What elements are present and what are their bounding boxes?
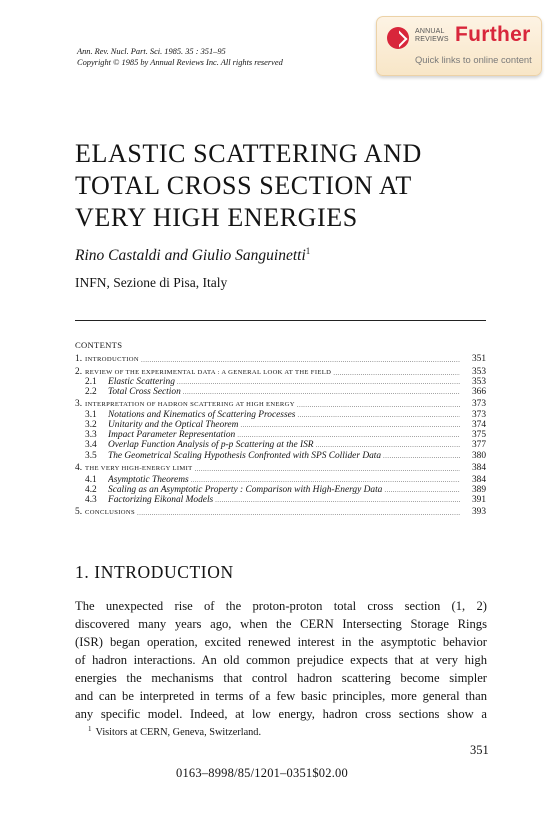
toc-entry-title: Total Cross Section bbox=[108, 387, 181, 397]
toc-entry[interactable] bbox=[75, 387, 486, 398]
toc-entry-number: 3.5 bbox=[85, 451, 97, 461]
toc-entry[interactable] bbox=[75, 507, 486, 518]
toc-entry-title-wrap bbox=[108, 495, 460, 506]
article-authors bbox=[75, 246, 310, 265]
toc-entry-title-wrap bbox=[108, 387, 460, 398]
toc-entry-number: 4. bbox=[75, 463, 83, 473]
toc-entry-page: 391 bbox=[471, 495, 486, 505]
body-text-line: discovered many years ago, when the CERN Intersecting Storage Rings bbox=[75, 617, 487, 631]
toc-entry-number: 3.1 bbox=[85, 410, 97, 420]
toc-entry-number: 4.1 bbox=[85, 475, 97, 485]
body-text bbox=[75, 597, 487, 723]
banner-further-label: Further bbox=[455, 23, 531, 46]
toc-entry-number: 1. bbox=[75, 354, 83, 364]
toc-entry-page: 373 bbox=[471, 399, 486, 409]
body-text-line: (ISR) began operation, excited renewed interest in the asymptotic behavior bbox=[75, 635, 487, 649]
body-text-line: of hadron interactions. An old common prejudice expects that at very high bbox=[75, 653, 487, 667]
copyright-code: 0163–8998/85/1201–0351$02.00 bbox=[176, 766, 348, 780]
toc-entry-number: 4.2 bbox=[85, 485, 97, 495]
toc-entry-title: Elastic Scattering bbox=[108, 377, 175, 387]
toc-entry[interactable] bbox=[75, 399, 486, 410]
toc-entry[interactable] bbox=[75, 354, 486, 365]
toc-entry-title: INTRODUCTION bbox=[85, 356, 140, 363]
toc-entry[interactable] bbox=[75, 440, 486, 451]
toc-entry-page: 374 bbox=[471, 420, 486, 430]
toc-entry-title: The Geometrical Scaling Hypothesis Confronted with SPS Collider Data bbox=[108, 451, 382, 461]
article-title-line: VERY HIGH ENERGIES bbox=[75, 203, 358, 232]
contents-label: CONTENTS bbox=[75, 340, 123, 350]
toc-entry-number: 4.3 bbox=[85, 495, 97, 505]
toc-entry-page: 353 bbox=[471, 377, 486, 387]
toc-entry-title: CONCLUSIONS bbox=[85, 509, 136, 516]
body-text-line: energies the mechanisms that control hadron scattering become simpler bbox=[75, 671, 487, 685]
toc-entry-page: 373 bbox=[471, 410, 486, 420]
banner-brand bbox=[415, 28, 449, 44]
article-title-line: ELASTIC SCATTERING AND bbox=[75, 139, 422, 168]
toc-entry-number: 3. bbox=[75, 399, 83, 409]
author-footnote-mark[interactable]: 1 bbox=[305, 246, 311, 256]
toc-entry-title: THE VERY HIGH-ENERGY LIMIT bbox=[85, 465, 193, 472]
toc-entry-page: 384 bbox=[471, 475, 486, 485]
toc-entry-title: INTERPRETATION OF HADRON SCATTERING AT HIGH ENERGY bbox=[85, 401, 295, 408]
further-logo-icon bbox=[387, 27, 409, 49]
footnote-text: Visitors at CERN, Geneva, Switzerland. bbox=[95, 727, 262, 738]
body-text-line: and can be interpreted in terms of a few basic principles, more general than bbox=[75, 689, 487, 703]
article-title-line: TOTAL CROSS SECTION AT bbox=[75, 171, 412, 200]
author-affiliation: INFN, Sezione di Pisa, Italy bbox=[75, 275, 228, 290]
toc-entry-page: 393 bbox=[471, 507, 486, 517]
body-text-line: any specific model. Indeed, at low energy, hadron cross sections show a bbox=[75, 707, 487, 721]
toc-entry-number: 5. bbox=[75, 507, 83, 517]
toc-entry-number: 2.1 bbox=[85, 377, 97, 387]
divider bbox=[75, 320, 486, 321]
article-title bbox=[75, 138, 495, 234]
toc-entry-page: 389 bbox=[471, 485, 486, 495]
toc-entry-page: 353 bbox=[471, 367, 486, 377]
banner-brand-line1: ANNUAL bbox=[415, 28, 445, 35]
section-heading: 1. INTRODUCTION bbox=[75, 562, 234, 582]
toc-entry-title-wrap bbox=[85, 354, 460, 365]
toc-entry-page: 375 bbox=[471, 430, 486, 440]
toc-entry-title: Scaling as an Asymptotic Property : Comparison with High-Energy Data bbox=[108, 485, 383, 495]
toc-entry-page: 351 bbox=[471, 354, 486, 364]
toc-entry-title: Factorizing Eikonal Models bbox=[108, 495, 214, 505]
toc-entry[interactable] bbox=[75, 463, 486, 474]
toc-entry-title-wrap bbox=[108, 451, 460, 462]
toc-entry-number: 3.2 bbox=[85, 420, 97, 430]
banner-brand-line2: REVIEWS bbox=[415, 36, 449, 43]
toc-entry-number: 2. bbox=[75, 367, 83, 377]
banner-subtitle: Quick links to online content bbox=[415, 54, 532, 65]
journal-citation: Ann. Rev. Nucl. Part. Sci. 1985. 35 : 351–95 bbox=[77, 47, 226, 56]
toc-entry-title: Asymptotic Theorems bbox=[108, 475, 189, 485]
toc-entry-title: Unitarity and the Optical Theorem bbox=[108, 420, 239, 430]
toc-entry-title: REVIEW OF THE EXPERIMENTAL DATA : A GENERAL LOOK AT THE FIELD bbox=[85, 369, 332, 376]
toc-entry-page: 384 bbox=[471, 463, 486, 473]
toc-entry-title-wrap bbox=[85, 507, 460, 518]
toc-entry-title: Impact Parameter Representation bbox=[108, 430, 236, 440]
toc-entry[interactable] bbox=[75, 495, 486, 506]
toc-entry-number: 2.2 bbox=[85, 387, 97, 397]
toc-entry-title-wrap bbox=[85, 399, 460, 410]
page-number: 351 bbox=[470, 743, 489, 757]
toc-entry-number: 3.4 bbox=[85, 440, 97, 450]
footnote-mark: 1 bbox=[88, 725, 92, 733]
toc-entry-title: Notations and Kinematics of Scattering Processes bbox=[108, 410, 296, 420]
journal-copyright: Copyright © 1985 by Annual Reviews Inc. All rights reserved bbox=[77, 58, 283, 67]
author-names: Rino Castaldi and Giulio Sanguinetti bbox=[75, 247, 306, 264]
toc-entry-title: Overlap Function Analysis of p-p Scattering at the ISR bbox=[108, 440, 314, 450]
journal-citation-block bbox=[77, 46, 283, 68]
toc-entry[interactable] bbox=[75, 451, 486, 462]
footnote bbox=[88, 725, 261, 738]
toc-entry-title-wrap bbox=[108, 440, 460, 451]
toc-entry-page: 366 bbox=[471, 387, 486, 397]
further-banner[interactable] bbox=[376, 16, 542, 76]
toc-entry-page: 380 bbox=[471, 451, 486, 461]
toc-entry-title-wrap bbox=[85, 463, 460, 474]
toc-entry-number: 3.3 bbox=[85, 430, 97, 440]
body-text-line: The unexpected rise of the proton-proton total cross section (1, 2) bbox=[75, 599, 487, 613]
toc-entry-page: 377 bbox=[471, 440, 486, 450]
